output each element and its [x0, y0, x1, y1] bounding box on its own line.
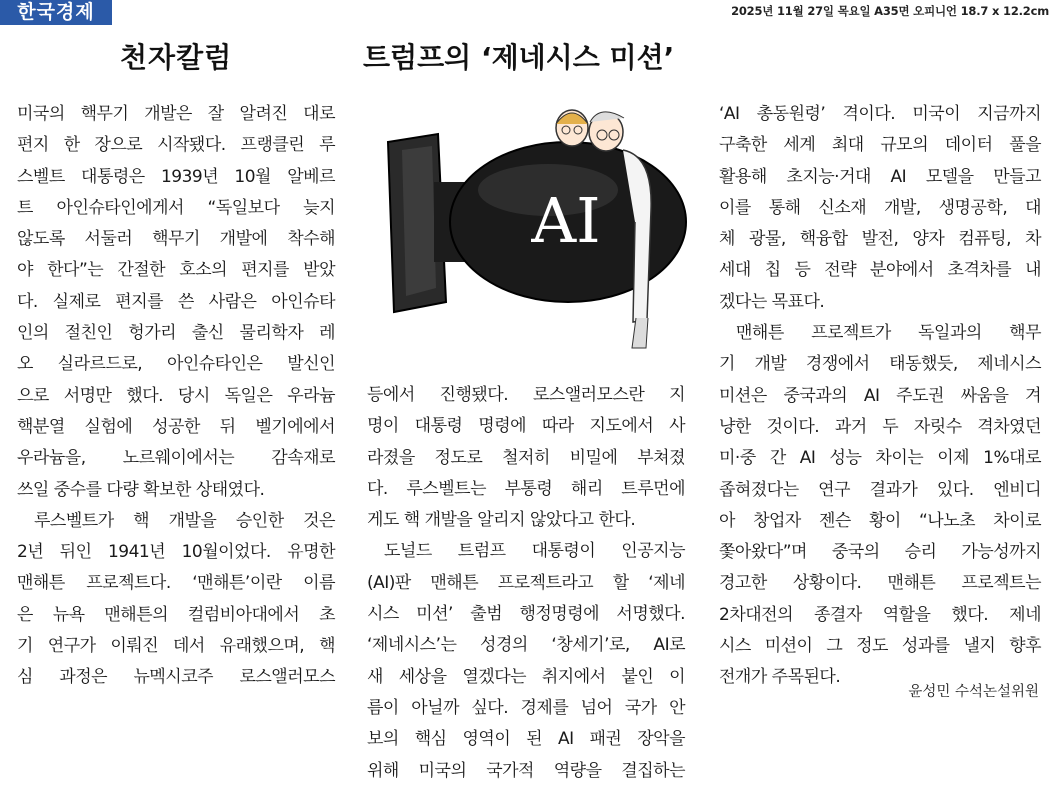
article-line: 도널드 트럼프 대통령이 인공지능 [384, 541, 685, 562]
article-line: 이를 통해 신소재 개발, 생명공학, 대 [719, 197, 1041, 218]
newspaper-logo: 한국경제 [0, 0, 112, 25]
article-line: 명이 대통령 명령에 따라 지도에서 사 [367, 416, 685, 437]
article-line: 보의 핵심 영역이 된 AI 패권 장악을 [367, 729, 685, 750]
article-column-1 [17, 99, 335, 694]
article-line: 전개가 주목된다. [719, 667, 841, 688]
article-line: 활용해 초지능·거대 AI 모델을 만들고 [719, 166, 1041, 187]
article-line: 않도록 서둘러 핵무기 개발에 착수해 [17, 229, 335, 250]
article-line: 미·중 간 AI 성능 차이는 이제 1%대로 [719, 448, 1041, 469]
article-column-3 [719, 99, 1041, 694]
article-line: 시스 미션이 그 정도 성과를 낼지 향후 [719, 636, 1041, 657]
article-line: 맨해튼 프로젝트가 독일과의 핵무 [736, 323, 1041, 344]
article-line: 라졌을 정도로 철저히 비밀에 부쳐졌 [367, 447, 685, 468]
article-line: 새 세상을 열겠다는 취지에서 붙인 이 [367, 666, 685, 687]
article-line: 쓰일 중수를 다량 확보한 상태였다. [17, 479, 265, 500]
article-line: 트 아인슈타인에게서 “독일보다 늦지 [17, 197, 335, 218]
author-byline: 윤성민 수석논설위원 [908, 684, 1039, 700]
article-line: 구축한 세계 최대 규모의 데이터 풀을 [719, 135, 1041, 156]
article-line: 기 연구가 이뤄진 데서 유래했으며, 핵 [17, 636, 335, 657]
article-line: 좁혀졌다는 연구 결과가 있다. 엔비디 [719, 479, 1041, 500]
article-line: (AI)판 맨해튼 프로젝트라고 할 ‘제네 [367, 572, 685, 593]
page-header [0, 0, 1053, 26]
article-line: 름이 아닐까 싶다. 경제를 넘어 국가 안 [367, 697, 685, 718]
article-line: ‘AI 총동원령’ 격이다. 미국이 지금까지 [719, 104, 1041, 124]
article-column-2 [367, 380, 685, 787]
article-line: 체 광물, 핵융합 발전, 양자 컴퓨팅, 차 [719, 229, 1041, 250]
article-line: 2차대전의 종결자 역할을 했다. 제네 [719, 604, 1041, 625]
bomb-ai-label: AI [531, 184, 601, 257]
article-line: 편지 한 장으로 시작됐다. 프랭클린 루 [17, 135, 335, 156]
article-line: 야 한다”는 간절한 호소의 편지를 받았 [17, 260, 335, 281]
article-line: 위해 미국의 국가적 역량을 결집하는 [367, 760, 685, 781]
article-line: 미션은 중국과의 AI 주도권 싸움을 겨 [719, 385, 1041, 406]
headline: 트럼프의 ‘제네시스 미션’ [363, 41, 675, 74]
publication-info: 2025년 11월 27일 목요일 A35면 오피니언 18.7 x 12.2cm [731, 4, 1049, 18]
article-line: 경고한 상황이다. 맨해튼 프로젝트는 [719, 573, 1041, 594]
ai-bomb-illustration [368, 102, 686, 362]
article-line: 으로 서명만 했다. 당시 독일은 우라늄 [17, 385, 335, 406]
article-line: 다. 실제로 편지를 쓴 사람은 아인슈타 [17, 291, 335, 312]
article-line: 등에서 진행됐다. 로스앨러모스란 지 [367, 385, 685, 405]
article-line: 아 창업자 젠슨 황이 “나노초 차이로 [719, 510, 1041, 531]
article-line: 2년 뒤인 1941년 10월이었다. 유명한 [17, 542, 335, 563]
article-line: 냥한 것이다. 과거 두 자릿수 격차였던 [719, 416, 1041, 437]
article-line: 인의 절친인 헝가리 출신 물리학자 레 [17, 323, 335, 344]
article-line: 쫓아왔다”며 중국의 승리 가능성까지 [719, 542, 1041, 563]
article-line: 시스 미션’ 출범 행정명령에 서명했다. [367, 604, 685, 625]
article-line: 겠다는 목표다. [719, 291, 825, 312]
article-line: 핵분열 실험에 성공한 뒤 벨기에에서 [17, 416, 335, 437]
article-line: 스벨트 대통령은 1939년 10월 알베르 [17, 166, 335, 187]
article-line: 기 개발 경쟁에서 태동했듯, 제네시스 [719, 354, 1041, 375]
article-line: 게도 핵 개발을 알리지 않았다고 한다. [367, 510, 636, 531]
article-line: 루스벨트가 핵 개발을 승인한 것은 [34, 510, 335, 531]
article-line: 은 뉴욕 맨해튼의 컬럼비아대에서 초 [17, 604, 335, 625]
article-line: 오 실라르드로, 아인슈타인은 발신인 [17, 354, 335, 375]
article-line: 다. 루스벨트는 부통령 해리 트루먼에 [367, 478, 685, 499]
article-line: 우라늄을, 노르웨이에서는 감속재로 [17, 448, 335, 469]
article-line: ‘제네시스’는 성경의 ‘창세기’로, AI로 [367, 635, 685, 656]
article-line: 심 과정은 뉴멕시코주 로스앨러모스 [17, 667, 335, 688]
column-title: 천자칼럼 [120, 41, 233, 74]
article-line: 미국의 핵무기 개발은 잘 알려진 대로 [17, 104, 335, 124]
article-line: 맨해튼 프로젝트다. ‘맨해튼’이란 이름 [17, 573, 335, 594]
article-line: 세대 칩 등 전략 분야에서 초격차를 내 [719, 260, 1041, 281]
